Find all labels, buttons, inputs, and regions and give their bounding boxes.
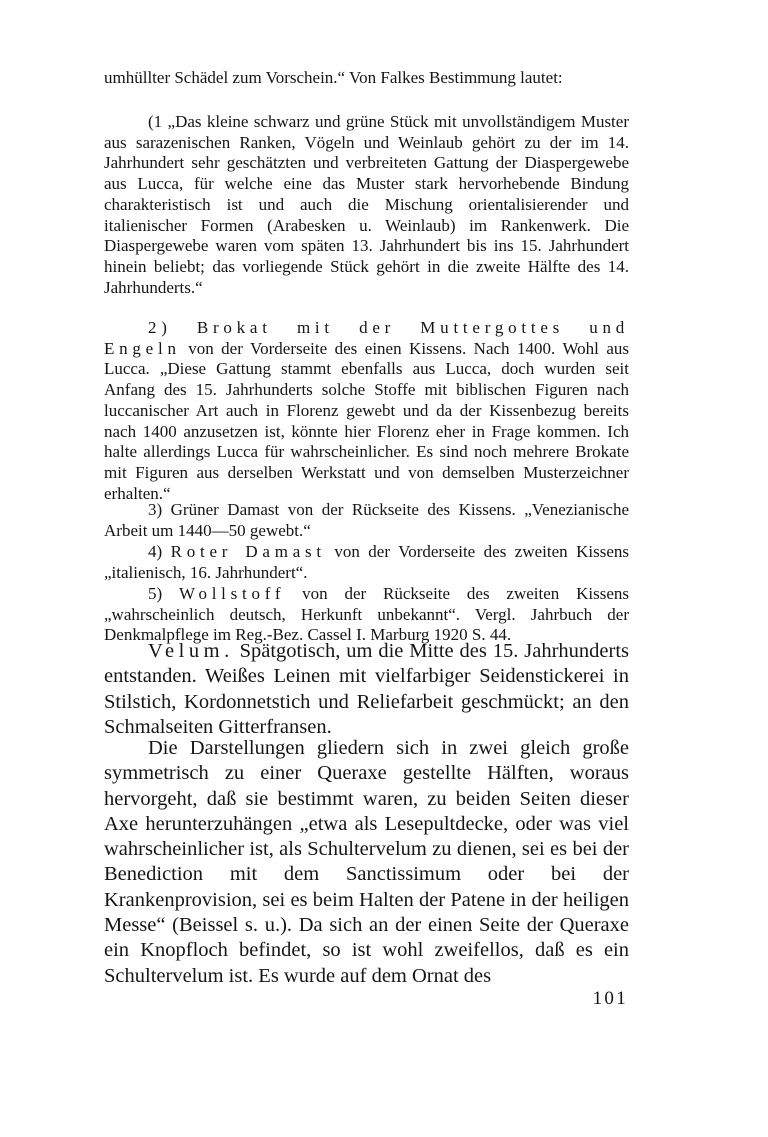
paragraph-note-2 — [104, 318, 629, 504]
main-text: Die Darstellungen gliedern sich in zwei gleich große symmetrisch zu einer Queraxe gestellte Hälften, woraus hervorgeht, daß sie bestimmt waren, zu beiden Seiten dieser Axe herunterzuhängen „etwa als Lesepultdecke, oder was viel wahrscheinlicher ist, als Schultervelum zu dienen, sei es bei der Benediction mit dem Sanctissimum oder bei der Krankenprovision, sei es beim Halten der Patene in der heiligen Messe“ (Beissel s. u.). Da sich an der einen Seite der Queraxe ein Knopfloch befindet, so ist wohl zweifellos, daß es ein Schultervelum ist. Es wurde auf dem Ornat des — [104, 737, 629, 987]
paragraph-intro — [104, 68, 629, 89]
note-4-number: 4) — [148, 542, 171, 561]
paragraph-intro-text: umhüllter Schädel zum Vorschein.“ Von Falkes Bestimmung lautet: — [104, 68, 563, 87]
paragraph-note-1 — [104, 112, 629, 298]
velum-term: Velum. — [148, 640, 234, 662]
paragraph-note-5 — [104, 584, 629, 646]
note-4-term: Roter Damast — [170, 542, 326, 561]
velum-text: Spätgotisch, um die Mitte des 15. Jahrhunderts entstanden. Weißes Leinen mit vielfarbiger Seidenstickerei in Stilstich, Kordonnetstich und Reliefarbeit geschmückt; an den Schmalseiten Gitterfransen. — [104, 640, 629, 738]
paragraph-velum — [104, 639, 629, 740]
paragraph-note-4 — [104, 542, 629, 583]
note-5-text: von der Rückseite des zweiten Kissens „wahrscheinlich deutsch, Herkunft unbekannt“. Vergl. Jahrbuch der Denkmalpflege im Reg.-Bez. Cassel I. Marburg 1920 S. 44. — [104, 584, 629, 645]
note-2-text: von der Vorderseite des einen Kissens. Nach 1400. Wohl aus Lucca. „Diese Gattung stammt ebenfalls aus Lucca, doch wurden seit Anfang des 15. Jahrhunderts solche Stoffe mit biblischen Figuren nach luccanischer Art auch in Florenz gewebt und da der Kissenbezug bereits nach 1400 anzusetzen ist, könnte hier Florenz eher in Frage kommen. Ich halte allerdings Lucca für wahrscheinlicher. Es sind noch mehrere Brokate mit Figuren aus derselben Werkstatt und von demselben Musterzeichner erhalten.“ — [104, 338, 629, 503]
note-5-term: Wollstoff — [179, 584, 286, 603]
paragraph-note-3 — [104, 500, 629, 541]
note-4-text: von der Vorderseite des zweiten Kissens „italienisch, 16. Jahrhundert“. — [104, 542, 629, 582]
paragraph-main — [104, 736, 629, 989]
note-5-number: 5) — [148, 584, 179, 603]
note-3-text: 3) Grüner Damast von der Rückseite des Kissens. „Venezianische Arbeit um 1440—50 gewebt.“ — [104, 500, 629, 540]
page-number: 101 — [592, 988, 628, 1009]
note-2-term: 2) Brokat mit der Muttergottes und Engeln — [104, 318, 629, 358]
note-1-text: (1 „Das kleine schwarz und grüne Stück mit unvollständigem Muster aus sarazenischen Ranken, Vögeln und Weinlaub gehört zu der im 14. Jahrhundert sehr geschätzten und verbreiteten Gattung der Diaspergewebe aus Lucca, für welche eine das Muster stark hervorhebende Bindung charakteristisch ist und auch die Mischung orientalisierender und italienischer Formen (Arabesken u. Weinlaub) im Rankenwerk. Die Diaspergewebe waren vom späten 13. Jahrhundert bis ins 15. Jahrhundert hinein beliebt; das vorliegende Stück gehört in die zweite Hälfte des 14. Jahrhunderts.“ — [104, 112, 629, 297]
